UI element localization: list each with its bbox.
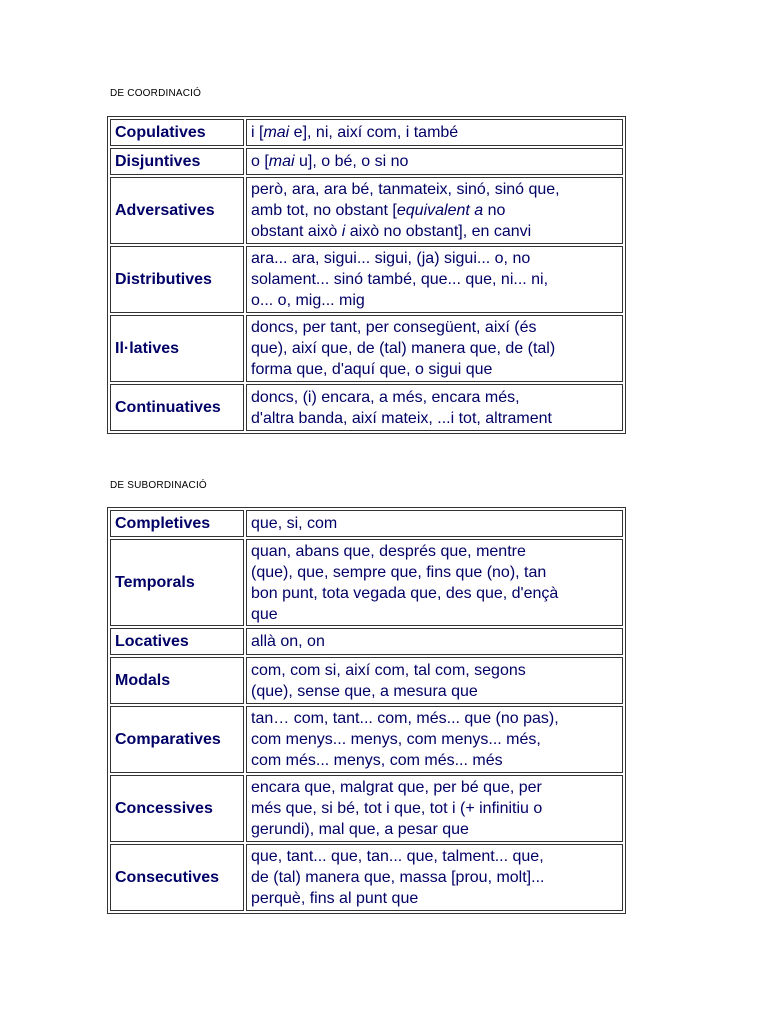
table-row <box>110 246 623 313</box>
text-run: o [ <box>251 153 269 170</box>
row-label: Locatives <box>110 628 244 655</box>
row-value <box>246 119 623 146</box>
row-label: Disjuntives <box>110 148 244 175</box>
italic-text: mai <box>263 124 290 141</box>
text-run: que, tant... que, tan... que, talment... que, de (tal) manera que, massa [prou, molt]... perquè, fins al punt que <box>251 848 545 907</box>
text-run: doncs, (i) encara, a més, encara més, d'altra banda, així mateix, ...i tot, altrament <box>251 388 552 427</box>
text-run: però, ara, ara bé, tanmateix, sinó, sinó que, amb tot, no obstant [ <box>251 181 560 219</box>
row-label: Distributives <box>110 246 244 313</box>
table-row <box>110 706 623 773</box>
subordination-rows <box>110 510 623 911</box>
row-value <box>246 539 623 626</box>
text-run: i [ <box>251 124 264 141</box>
text-run: u], o bé, o si no <box>294 153 409 170</box>
row-label: Modals <box>110 657 244 704</box>
table-row <box>110 510 623 537</box>
text-run: encara que, malgrat que, per bé que, per més que, si bé, tot i que, tot i (+ infinitiu o gerundi), mal que, a pesar que <box>251 779 543 838</box>
text-run: tan… com, tant... com, més... que (no pas), com menys... menys, com menys... més, com més... menys, com més... més <box>251 710 559 769</box>
row-label: Continuatives <box>110 384 244 431</box>
table-row <box>110 844 623 911</box>
text-run: doncs, per tant, per consegüent, així (és que), així que, de (tal) manera que, de (tal) forma que, d'aquí que, o sigui que <box>251 319 556 378</box>
text-run: quan, abans que, després que, mentre (que), que, sempre que, fins que (no), tan bon punt, tota vegada que, des que, d'ençà que <box>251 542 559 623</box>
row-label: Completives <box>110 510 244 537</box>
row-value <box>246 315 623 382</box>
table-row <box>110 315 623 382</box>
text-run: allà on, on <box>251 633 325 650</box>
text-run: com, com si, així com, tal com, segons (que), sense que, a mesura que <box>251 661 526 700</box>
italic-text: equivalent a <box>396 202 484 219</box>
coordination-rows <box>110 119 623 431</box>
text-run: que, si, com <box>251 515 338 532</box>
text-run: això no obstant], en canvi <box>345 223 532 240</box>
row-label: Il·latives <box>110 315 244 382</box>
row-value <box>246 706 623 773</box>
table-row <box>110 657 623 704</box>
row-value <box>246 510 623 537</box>
table-row <box>110 148 623 175</box>
row-label: Temporals <box>110 539 244 626</box>
row-label: Consecutives <box>110 844 244 911</box>
italic-text: i <box>341 223 346 240</box>
text-run: no obstant això <box>251 202 506 240</box>
text-run: ara... ara, sigui... sigui, (ja) sigui... o, no solament... sinó també, que... que, ni... ni, o... o, mig... mig <box>251 250 549 309</box>
row-value <box>246 177 623 244</box>
row-label: Adversatives <box>110 177 244 244</box>
coordination-title: DE COORDINACIÓ <box>110 88 202 99</box>
text-run: e], ni, així com, i també <box>289 124 459 141</box>
table-row <box>110 384 623 431</box>
italic-text: mai <box>268 153 295 170</box>
subordination-title: DE SUBORDINACIÓ <box>110 480 207 491</box>
table-row <box>110 177 623 244</box>
table-row <box>110 628 623 655</box>
table-row <box>110 775 623 842</box>
row-value <box>246 775 623 842</box>
row-value <box>246 844 623 911</box>
row-value <box>246 628 623 655</box>
row-label: Copulatives <box>110 119 244 146</box>
row-value <box>246 246 623 313</box>
row-label: Comparatives <box>110 706 244 773</box>
row-label: Concessives <box>110 775 244 842</box>
table-row <box>110 539 623 626</box>
row-value <box>246 657 623 704</box>
row-value <box>246 384 623 431</box>
table-row <box>110 119 623 146</box>
row-value <box>246 148 623 175</box>
subordination-table <box>107 507 626 914</box>
coordination-table <box>107 116 626 434</box>
